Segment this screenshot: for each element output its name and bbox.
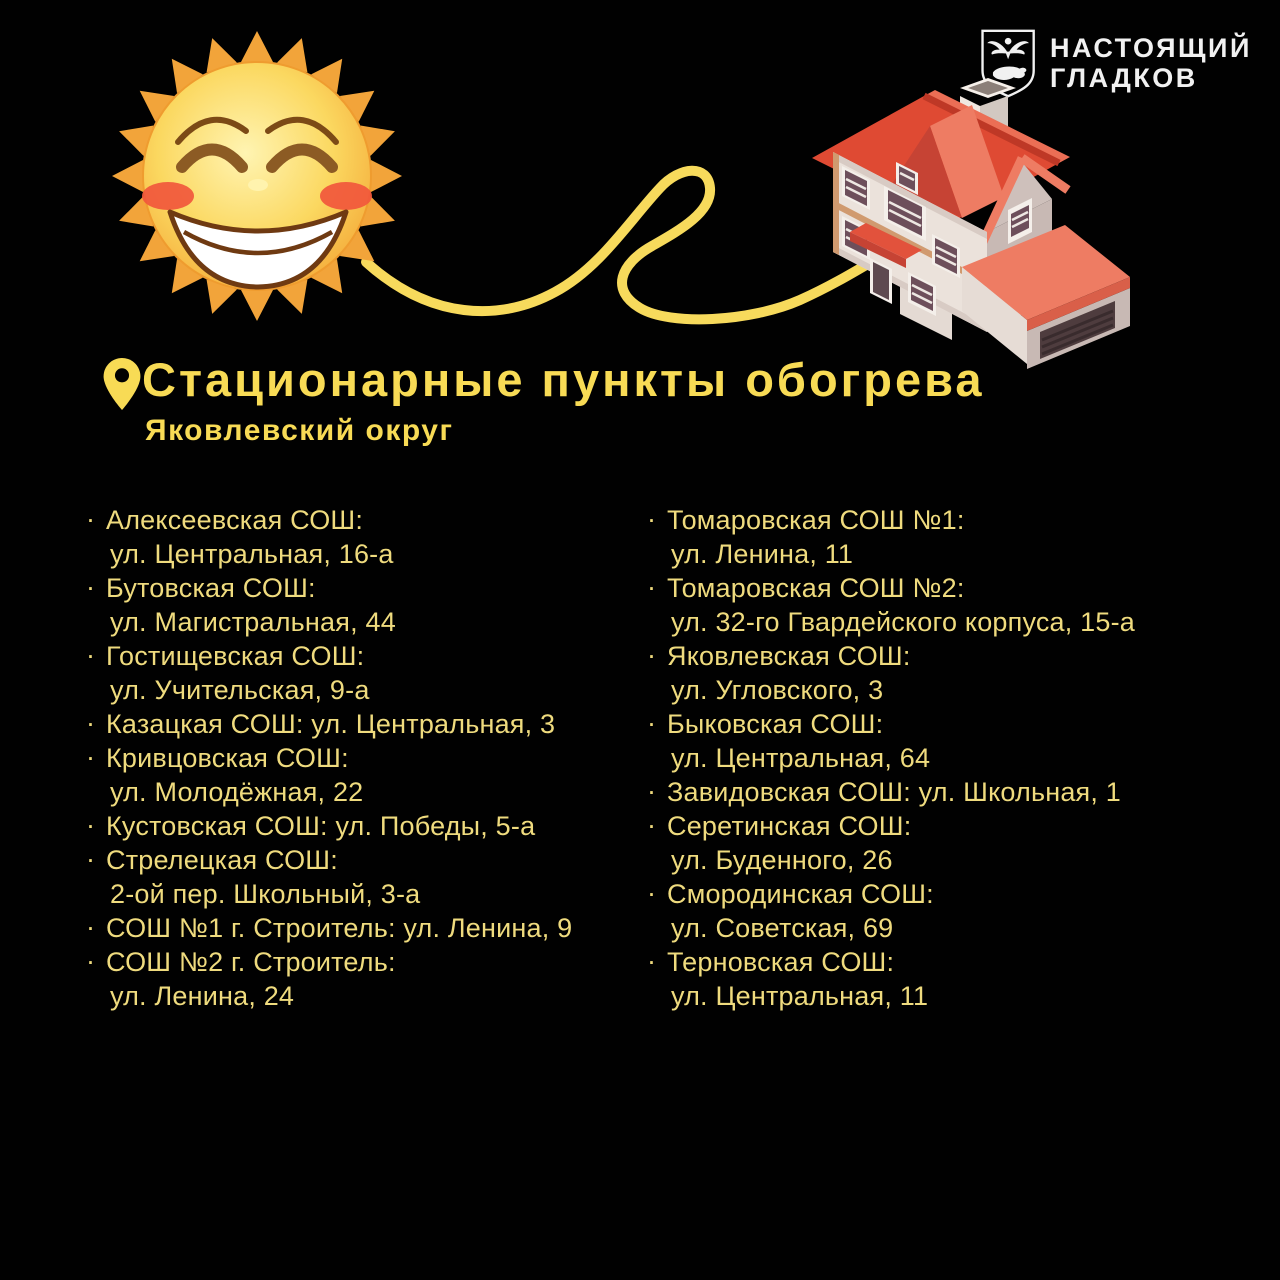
school-address: ул. Угловского, 3 xyxy=(671,675,884,705)
bullet-dot: · xyxy=(86,844,95,874)
list-item xyxy=(647,571,1135,639)
bullet-dot: · xyxy=(86,742,95,772)
list-item xyxy=(647,809,1135,877)
list-item xyxy=(86,741,572,809)
list-item xyxy=(86,707,572,741)
school-address: ул. 32-го Гвардейского корпуса, 15-а xyxy=(671,607,1135,637)
school-name: Завидовская СОШ: ул. Школьная, 1 xyxy=(667,777,1121,807)
bullet-dot: · xyxy=(86,572,95,602)
school-name: Быковская СОШ: xyxy=(667,709,884,739)
school-name: Терновская СОШ: xyxy=(667,947,895,977)
isometric-red-roof-house xyxy=(812,62,1140,370)
list-item xyxy=(647,503,1135,571)
school-address: ул. Магистральная, 44 xyxy=(110,607,396,637)
bullet-dot: · xyxy=(647,946,656,976)
smiling-sun-emoji xyxy=(112,24,402,324)
bullet-dot: · xyxy=(647,810,656,840)
list-column-left xyxy=(86,503,572,1013)
list-item xyxy=(647,945,1135,1013)
bullet-dot: · xyxy=(86,946,95,976)
school-address: ул. Буденного, 26 xyxy=(671,845,893,875)
bullet-dot: · xyxy=(86,912,95,942)
bullet-dot: · xyxy=(86,640,95,670)
school-address: ул. Центральная, 16-а xyxy=(110,539,394,569)
bullet-dot: · xyxy=(647,878,656,908)
school-address: ул. Молодёжная, 22 xyxy=(110,777,364,807)
eagle-glyph xyxy=(987,38,1029,59)
list-item xyxy=(86,639,572,707)
bullet-dot: · xyxy=(86,504,95,534)
logo-line-2: ГЛАДКОВ xyxy=(1050,63,1198,93)
school-name: Томаровская СОШ №1: xyxy=(667,505,965,535)
school-address: ул. Учительская, 9-а xyxy=(110,675,370,705)
list-column-right xyxy=(647,503,1135,1013)
list-item xyxy=(647,877,1135,945)
list-item xyxy=(86,571,572,639)
school-name: Гостищевская СОШ: xyxy=(106,641,365,671)
school-name: Стрелецкая СОШ: xyxy=(106,845,338,875)
list-item xyxy=(647,775,1135,809)
bullet-dot: · xyxy=(647,572,656,602)
school-name: Смородинская СОШ: xyxy=(667,879,934,909)
bullet-dot: · xyxy=(86,708,95,738)
bullet-dot: · xyxy=(647,640,656,670)
school-name: Томаровская СОШ №2: xyxy=(667,573,965,603)
list-item xyxy=(86,503,572,571)
location-pin-icon xyxy=(103,358,141,410)
page-subtitle: Яковлевский округ xyxy=(145,414,454,447)
school-address: ул. Центральная, 11 xyxy=(671,981,929,1011)
list-item xyxy=(647,639,1135,707)
bullet-dot: · xyxy=(86,810,95,840)
list-item xyxy=(86,809,572,843)
bullet-dot: · xyxy=(647,776,656,806)
school-address: ул. Ленина, 11 xyxy=(671,539,854,569)
list-item xyxy=(86,945,572,1013)
school-address: ул. Ленина, 24 xyxy=(110,981,295,1011)
bullet-dot: · xyxy=(647,504,656,534)
school-name: Яковлевская СОШ: xyxy=(667,641,911,671)
school-name: Серетинская СОШ: xyxy=(667,811,912,841)
list-item xyxy=(86,843,572,911)
school-name: СОШ №2 г. Строитель: xyxy=(106,947,396,977)
logo-line-1: НАСТОЯЩИЙ xyxy=(1050,33,1252,63)
school-name: Бутовская СОШ: xyxy=(106,573,316,603)
school-address: ул. Центральная, 64 xyxy=(671,743,931,773)
school-address: ул. Советская, 69 xyxy=(671,913,894,943)
school-name: Казацкая СОШ: ул. Центральная, 3 xyxy=(106,709,556,739)
school-name: СОШ №1 г. Строитель: ул. Ленина, 9 xyxy=(106,913,573,943)
list-item xyxy=(86,911,572,945)
bullet-dot: · xyxy=(647,708,656,738)
school-name: Кривцовская СОШ: xyxy=(106,743,349,773)
page-title: Стационарные пункты обогрева xyxy=(142,353,985,406)
school-address: 2-ой пер. Школьный, 3-а xyxy=(110,879,421,909)
school-name: Кустовская СОШ: ул. Победы, 5-а xyxy=(106,811,536,841)
list-item xyxy=(647,707,1135,775)
school-name: Алексеевская СОШ: xyxy=(106,505,364,535)
